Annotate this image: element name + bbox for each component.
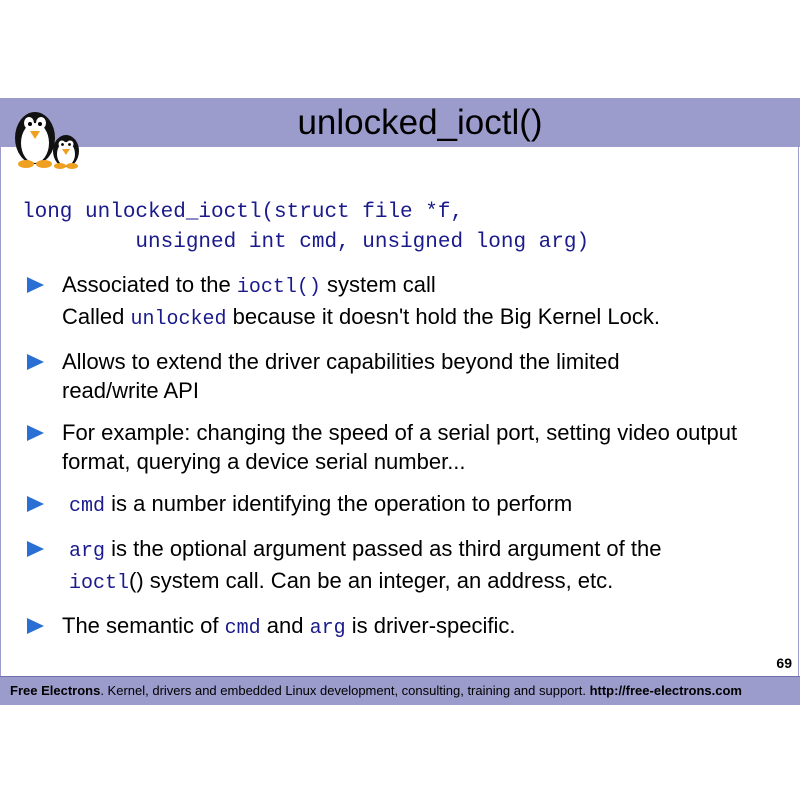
footer-url-link[interactable]: http://free-electrons.com	[589, 683, 742, 698]
inline-code: cmd	[69, 495, 106, 518]
bullet-item	[0, 418, 790, 476]
bullet-text: Called	[62, 304, 131, 329]
triangle-bullet-icon	[27, 277, 44, 293]
title-bar	[0, 98, 800, 147]
bullet-text: () system call. Can be an integer, an address, etc.	[129, 568, 614, 593]
bullet-text: For example: changing the speed of a serial port, setting video output format, querying a device serial number...	[62, 420, 738, 474]
page-number: 69	[776, 655, 792, 671]
triangle-bullet-icon	[27, 541, 44, 557]
inline-code: arg	[309, 617, 346, 640]
slide	[0, 98, 800, 704]
triangle-bullet-icon	[27, 425, 44, 441]
bullet-text: Allows to extend the driver capabilities beyond the limited read/write API	[62, 349, 620, 403]
bullet-item	[0, 270, 790, 334]
inline-code: unlocked	[130, 308, 227, 331]
footer-brand: Free Electrons	[10, 683, 101, 698]
footer-text	[10, 682, 742, 700]
code-line-2: unsigned int cmd, unsigned long arg)	[22, 231, 590, 254]
function-signature	[22, 198, 589, 258]
slide-title: unlocked_ioctl()	[297, 103, 543, 142]
bullet-text: is a number identifying the operation to perform	[105, 491, 573, 516]
inline-code: arg	[69, 540, 106, 563]
inline-code: ioctl()	[236, 276, 321, 299]
inline-code: ioctl	[69, 572, 130, 595]
triangle-bullet-icon	[27, 618, 44, 634]
bullet-item	[0, 347, 790, 405]
bullet-text: Associated to the	[62, 272, 237, 297]
bullet-list	[0, 270, 790, 656]
bullet-item	[0, 611, 790, 643]
bullet-text: because it doesn't hold the Big Kernel Lock.	[226, 304, 660, 329]
footer-description: . Kernel, drivers and embedded Linux development, consulting, training and support.	[100, 683, 590, 698]
bullet-text: is the optional argument passed as third argument of the	[105, 536, 662, 561]
footer	[0, 676, 800, 705]
triangle-bullet-icon	[27, 354, 44, 370]
bullet-text: The semantic of	[62, 613, 225, 638]
bullet-text: is driver-specific.	[345, 613, 516, 638]
triangle-bullet-icon	[27, 496, 44, 512]
bullet-item	[0, 489, 790, 521]
bullet-text: and	[260, 613, 310, 638]
bullet-item	[0, 534, 790, 598]
bullet-text: system call	[320, 272, 436, 297]
code-line-1: long unlocked_ioctl(struct file *f,	[22, 201, 464, 224]
inline-code: cmd	[224, 617, 261, 640]
